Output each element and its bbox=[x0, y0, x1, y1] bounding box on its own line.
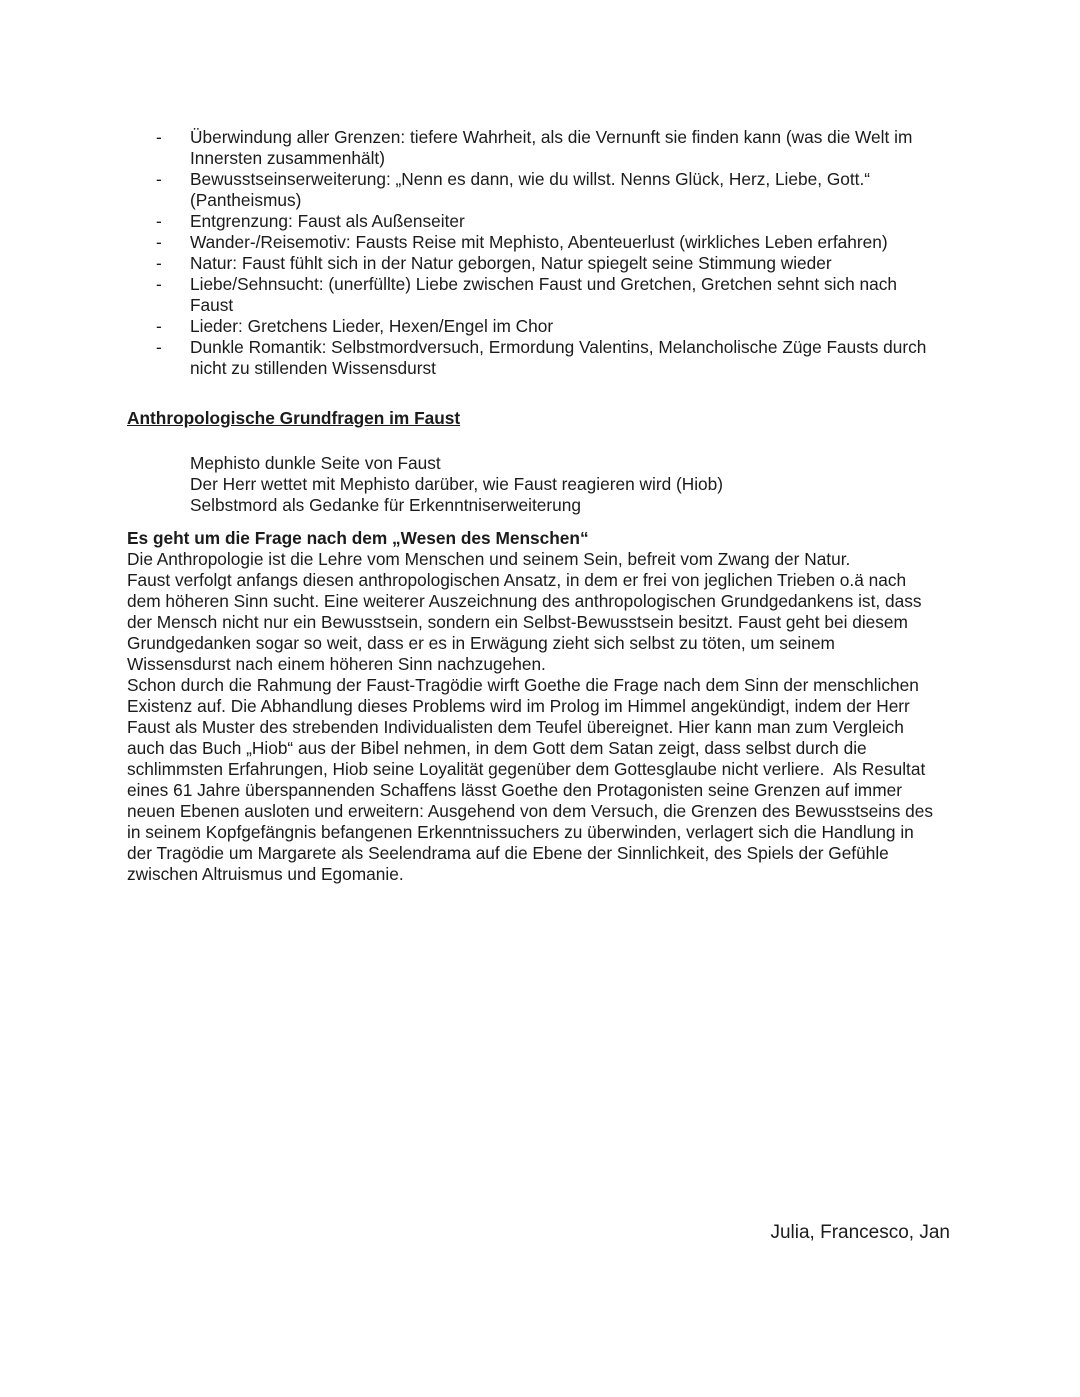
body-paragraph bbox=[127, 549, 933, 885]
text-line: Liebe/Sehnsucht: (unerfüllte) Liebe zwischen Faust und Gretchen, Gretchen sehnt sich nach bbox=[190, 274, 898, 294]
text-line: Existenz auf. Die Abhandlung dieses Problems wird im Prolog im Himmel angekündigt, indem der Herr bbox=[127, 696, 910, 716]
text-line: Schon durch die Rahmung der Faust-Tragödie wirft Goethe die Frage nach dem Sinn der menschlichen bbox=[127, 675, 919, 695]
text-line: Innersten zusammenhält) bbox=[190, 148, 385, 168]
bullet-dash-marker: - bbox=[156, 232, 162, 252]
text-line: Dunkle Romantik: Selbstmordversuch, Ermordung Valentins, Melancholische Züge Fausts durch bbox=[190, 337, 927, 357]
text-line: neuen Ebenen ausloten und erweitern: Ausgehend von dem Versuch, die Grenzen des Bewusstseins des bbox=[127, 801, 934, 821]
bullet-dash-marker: - bbox=[156, 316, 162, 336]
bullet-item bbox=[156, 127, 926, 169]
text-line: schlimmsten Erfahrungen, Hiob seine Loyalität gegenüber dem Gottesglaube nicht verliere. Als Resultat bbox=[127, 759, 926, 779]
text-line: Natur: Faust fühlt sich in der Natur geborgen, Natur spiegelt seine Stimmung wieder bbox=[190, 253, 832, 273]
text-line: Faust verfolgt anfangs diesen anthropologischen Ansatz, in dem er frei von jeglichen Trieben o.ä nach bbox=[127, 570, 907, 590]
subsection-heading: Es geht um die Frage nach dem „Wesen des Menschen“ bbox=[127, 528, 589, 548]
text-line: Wissensdurst nach einem höheren Sinn nachzugehen. bbox=[127, 654, 546, 674]
bullet-item bbox=[156, 211, 926, 232]
text-line: auch das Buch „Hiob“ aus der Bibel nehmen, in dem Gott dem Satan zeigt, dass selbst durch die bbox=[127, 738, 867, 758]
text-line: Wander-/Reisemotiv: Fausts Reise mit Mephisto, Abenteuerlust (wirkliches Leben erfahren) bbox=[190, 232, 888, 252]
text-line: Selbstmord als Gedanke für Erkenntniserweiterung bbox=[190, 495, 581, 515]
bullet-dash-marker: - bbox=[156, 274, 162, 294]
text-line: eines 61 Jahre überspannenden Schaffens lässt Goethe den Protagonisten seine Grenzen auf immer bbox=[127, 780, 902, 800]
text-line: in seinem Kopfgefängnis befangenen Erkenntnissuchers zu überwinden, verlagert sich die Handlung in bbox=[127, 822, 914, 842]
bullet-item bbox=[156, 274, 926, 316]
bullet-item bbox=[156, 253, 926, 274]
authors-signature: Julia, Francesco, Jan bbox=[770, 1222, 950, 1243]
bullet-dash-marker: - bbox=[156, 253, 162, 273]
section-heading: Anthropologische Grundfragen im Faust bbox=[127, 408, 461, 428]
text-line: dem höheren Sinn sucht. Eine weiterer Auszeichnung des anthropologischen Grundgedankens ist, dass bbox=[127, 591, 922, 611]
bullet-dash-marker: - bbox=[156, 337, 162, 357]
text-line: Die Anthropologie ist die Lehre vom Menschen und seinem Sein, befreit vom Zwang der Natur. bbox=[127, 549, 851, 569]
text-line: Lieder: Gretchens Lieder, Hexen/Engel im Chor bbox=[190, 316, 554, 336]
bullet-item bbox=[156, 337, 926, 379]
text-line: Mephisto dunkle Seite von Faust bbox=[190, 453, 441, 473]
text-line: der Tragödie um Margarete als Seelendrama auf die Ebene der Sinnlichkeit, des Spiels der Gefühle bbox=[127, 843, 889, 863]
text-line: Grundgedanken sogar so weit, dass er es in Erwägung zieht sich selbst zu töten, um seinem bbox=[127, 633, 835, 653]
text-line: Überwindung aller Grenzen: tiefere Wahrheit, als die Vernunft sie finden kann (was die Welt im bbox=[190, 127, 913, 147]
text-line: Bewusstseinserweiterung: „Nenn es dann, wie du willst. Nenns Glück, Herz, Liebe, Gott.“ bbox=[190, 169, 871, 189]
text-line: (Pantheismus) bbox=[190, 190, 302, 210]
text-line: Entgrenzung: Faust als Außenseiter bbox=[190, 211, 465, 231]
bullet-dash-marker: - bbox=[156, 169, 162, 189]
notes-block bbox=[190, 453, 723, 516]
text-line: der Mensch nicht nur ein Bewusstsein, sondern ein Selbst-Bewusstsein besitzt. Faust geht bei diesem bbox=[127, 612, 908, 632]
text-line: Der Herr wettet mit Mephisto darüber, wie Faust reagieren wird (Hiob) bbox=[190, 474, 724, 494]
text-line: zwischen Altruismus und Egomanie. bbox=[127, 864, 404, 884]
bullet-dash-marker: - bbox=[156, 211, 162, 231]
text-line: nicht zu stillenden Wissensdurst bbox=[190, 358, 436, 378]
bullet-item bbox=[156, 316, 926, 337]
bullet-item bbox=[156, 232, 926, 253]
bullet-item bbox=[156, 169, 926, 211]
text-line: Faust als Muster des strebenden Individualisten dem Teufel übereignet. Hier kann man zum Vergleich bbox=[127, 717, 904, 737]
bullet-dash-marker: - bbox=[156, 127, 162, 147]
bullet-list bbox=[156, 127, 926, 379]
text-line: Faust bbox=[190, 295, 234, 315]
